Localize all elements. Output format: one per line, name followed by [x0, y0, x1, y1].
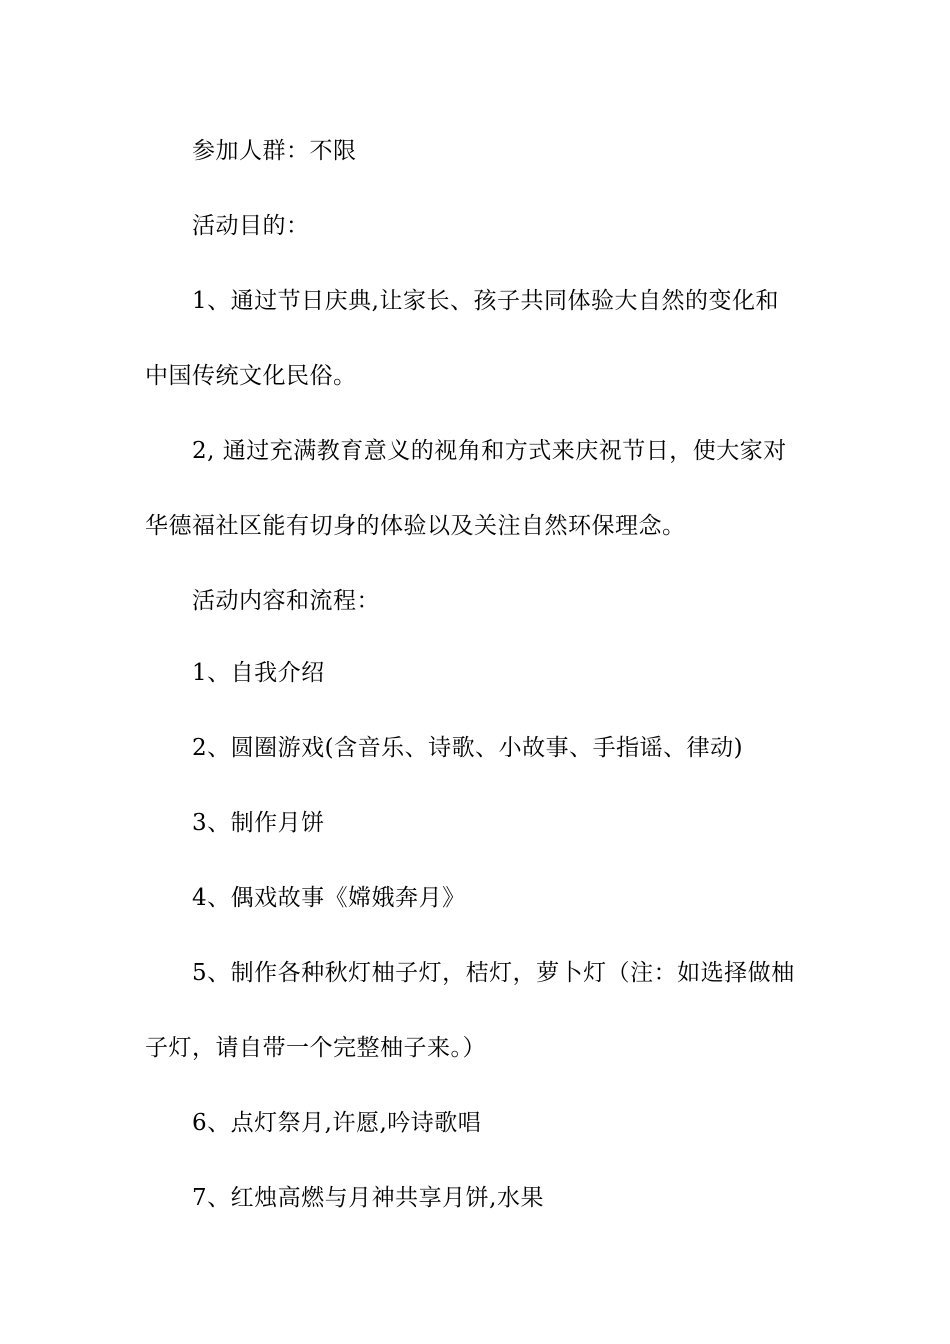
content-heading: 活动内容和流程：	[192, 588, 380, 614]
purpose-item-1-line-2: 中国传统文化民俗。	[145, 363, 357, 389]
content-item-1: 1、自我介绍	[192, 660, 325, 686]
purpose-item-2-line-2: 华德福社区能有切身的体验以及关注自然环保理念。	[145, 513, 686, 539]
participants-line: 参加人群：不限	[192, 138, 357, 164]
content-item-2: 2、圆圈游戏(含音乐、诗歌、小故事、手指谣、律动)	[192, 735, 744, 761]
content-item-4: 4、偶戏故事《嫦娥奔月》	[192, 885, 466, 911]
content-item-7: 7、红烛高燃与月神共享月饼,水果	[192, 1185, 544, 1211]
purpose-item-1-line-1: 1、通过节日庆典,让家长、孩子共同体验大自然的变化和	[192, 288, 779, 314]
content-item-3: 3、制作月饼	[192, 810, 325, 836]
purpose-heading: 活动目的：	[192, 213, 310, 239]
purpose-item-2-line-1: 2, 通过充满教育意义的视角和方式来庆祝节日，使大家对	[192, 438, 787, 464]
content-item-5-line-2: 子灯，请自带一个完整柚子来。）	[145, 1035, 486, 1061]
content-item-5-line-1: 5、制作各种秋灯柚子灯，桔灯，萝卜灯（注：如选择做柚	[192, 960, 795, 986]
content-item-6: 6、点灯祭月,许愿,吟诗歌唱	[192, 1110, 482, 1136]
